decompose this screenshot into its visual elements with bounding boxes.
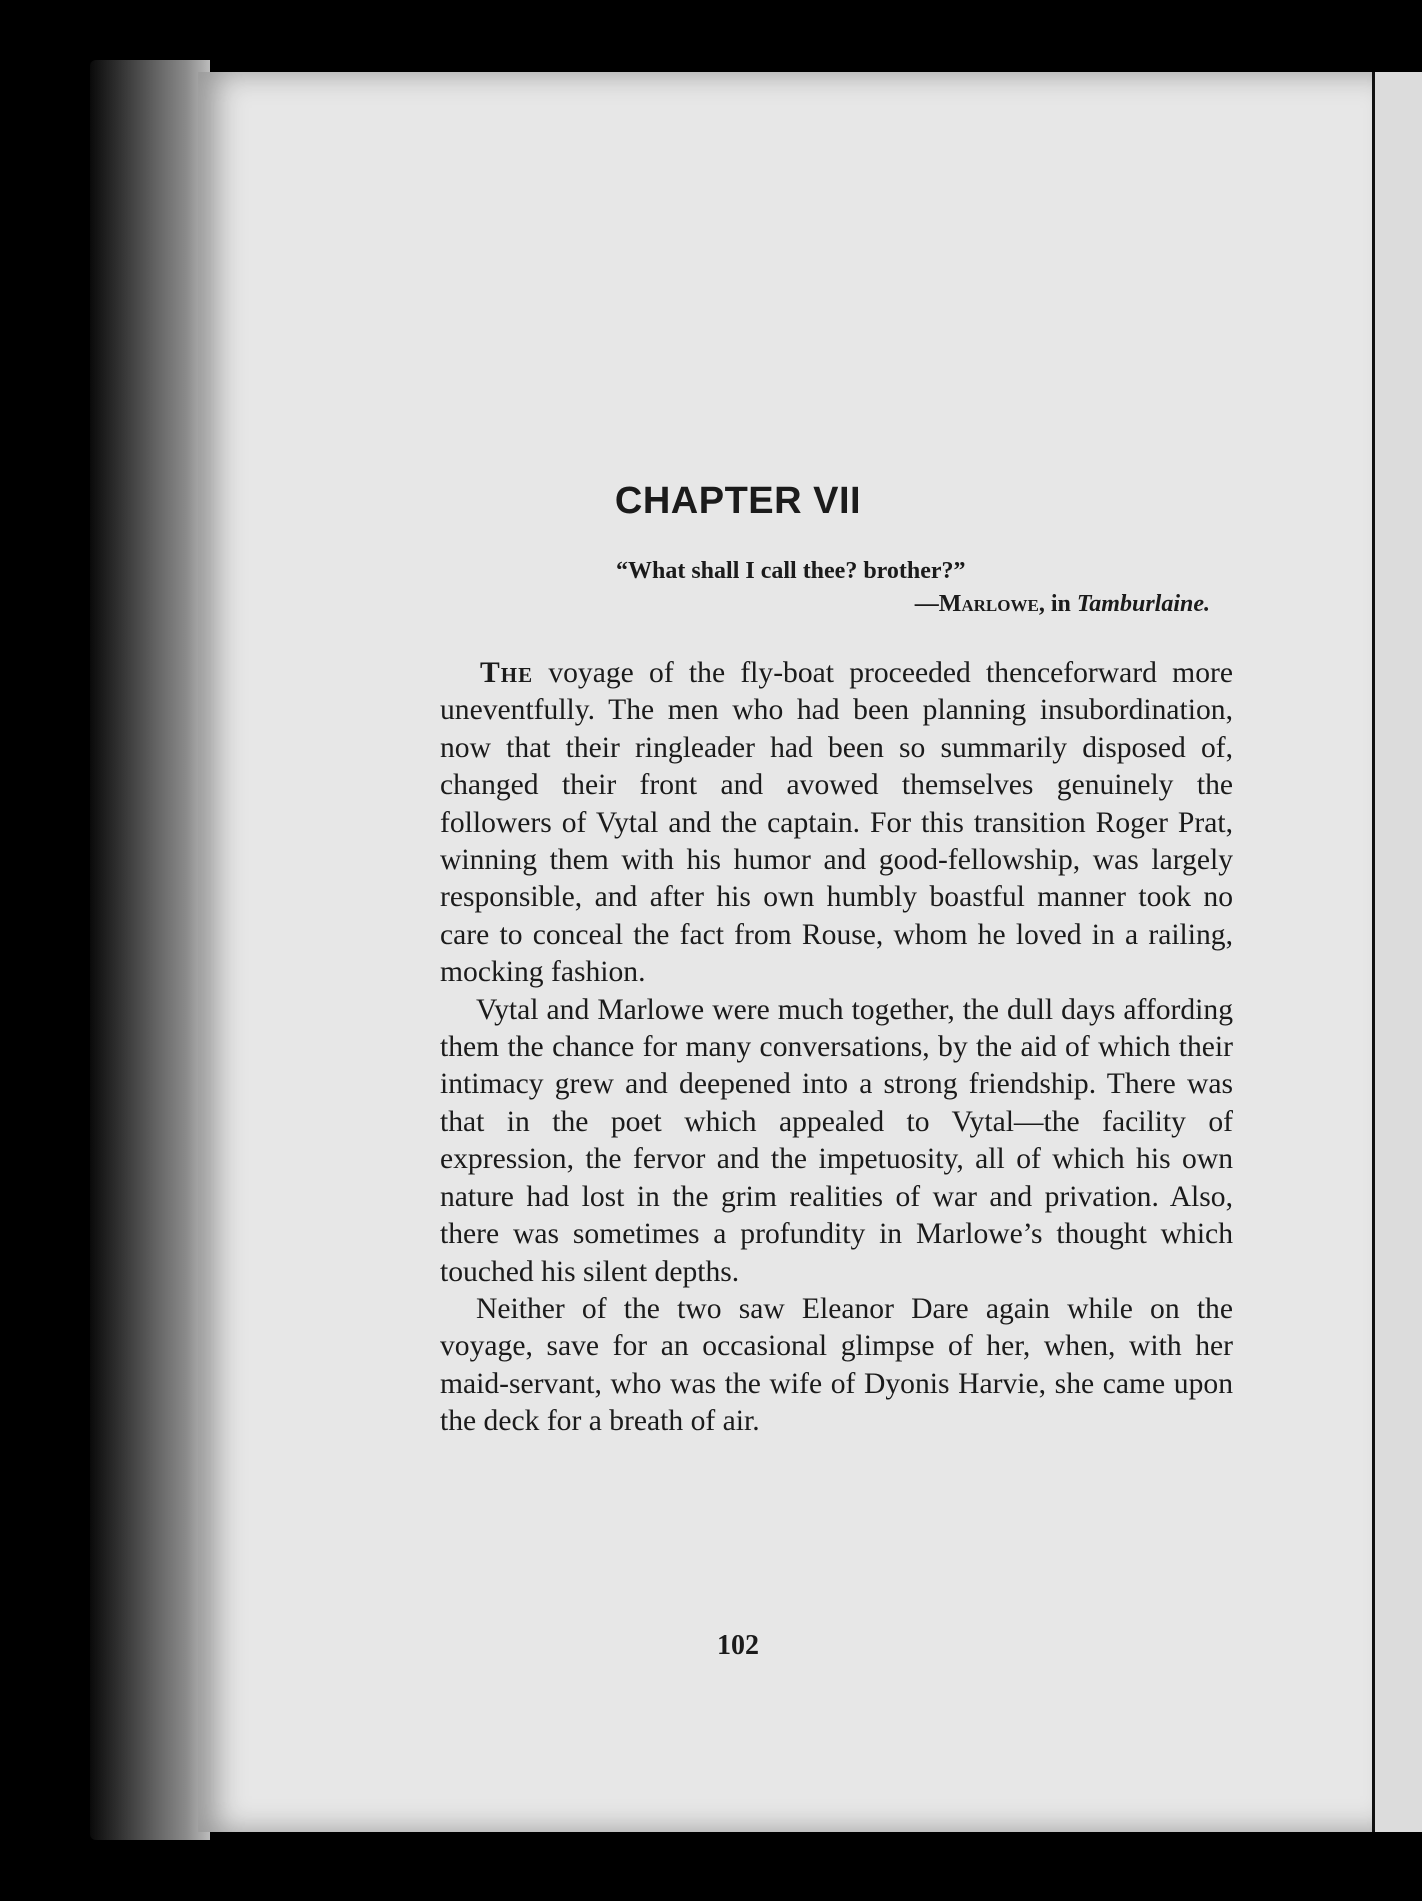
epigraph-quote: “What shall I call thee? brother?” bbox=[616, 558, 966, 584]
epigraph-attribution bbox=[600, 588, 1210, 621]
paragraph bbox=[440, 655, 1233, 992]
epigraph-in: in bbox=[1044, 591, 1077, 617]
paragraph: Vytal and Marlowe were much together, the dull days affording them the chance for many conversations, by the aid of which their intimacy grew and deepened into a strong friendship. There was that in the poet which appealed to Vytal—the facility of expression, the fervor and the impetuosity, all of which his own nature had lost in the grim realities of war and privation. Also, there was sometimes a profundity in Marlowe’s thought which touched his silent depths. bbox=[440, 993, 1233, 1288]
paragraph-text: voyage of the fly-boat proceeded thenceforward more uneventfully. The men who had been planning insubordination, now that their ringleader had been so summarily disposed of, changed their front and avowed themselves genuinely the followers of Vytal and the captain. For this transition Roger Prat, winning them with his humor and good-fellowship, was largely responsible, and after his own humbly boastful manner took no care to conceal the fact from Rouse, whom he loved in a railing, mocking fashion. bbox=[440, 657, 1233, 989]
page-number: 102 bbox=[717, 1630, 759, 1661]
facing-page-edge bbox=[1372, 72, 1422, 1832]
book-edge bbox=[90, 60, 210, 1840]
chapter-title: CHAPTER VII bbox=[614, 480, 862, 522]
epigraph-author: —Marlowe, bbox=[914, 591, 1045, 617]
paragraph-lead: The bbox=[480, 657, 534, 689]
epigraph-work: Tamburlaine. bbox=[1076, 591, 1210, 617]
epigraph bbox=[600, 555, 1210, 621]
paragraph: Neither of the two saw Eleanor Dare again while on the voyage, save for an occasional glimpse of her, when, with her maid-servant, who was the wife of Dyonis Harvie, she came upon the deck for a breath of air. bbox=[440, 1292, 1233, 1438]
chapter-body bbox=[440, 655, 1233, 1441]
